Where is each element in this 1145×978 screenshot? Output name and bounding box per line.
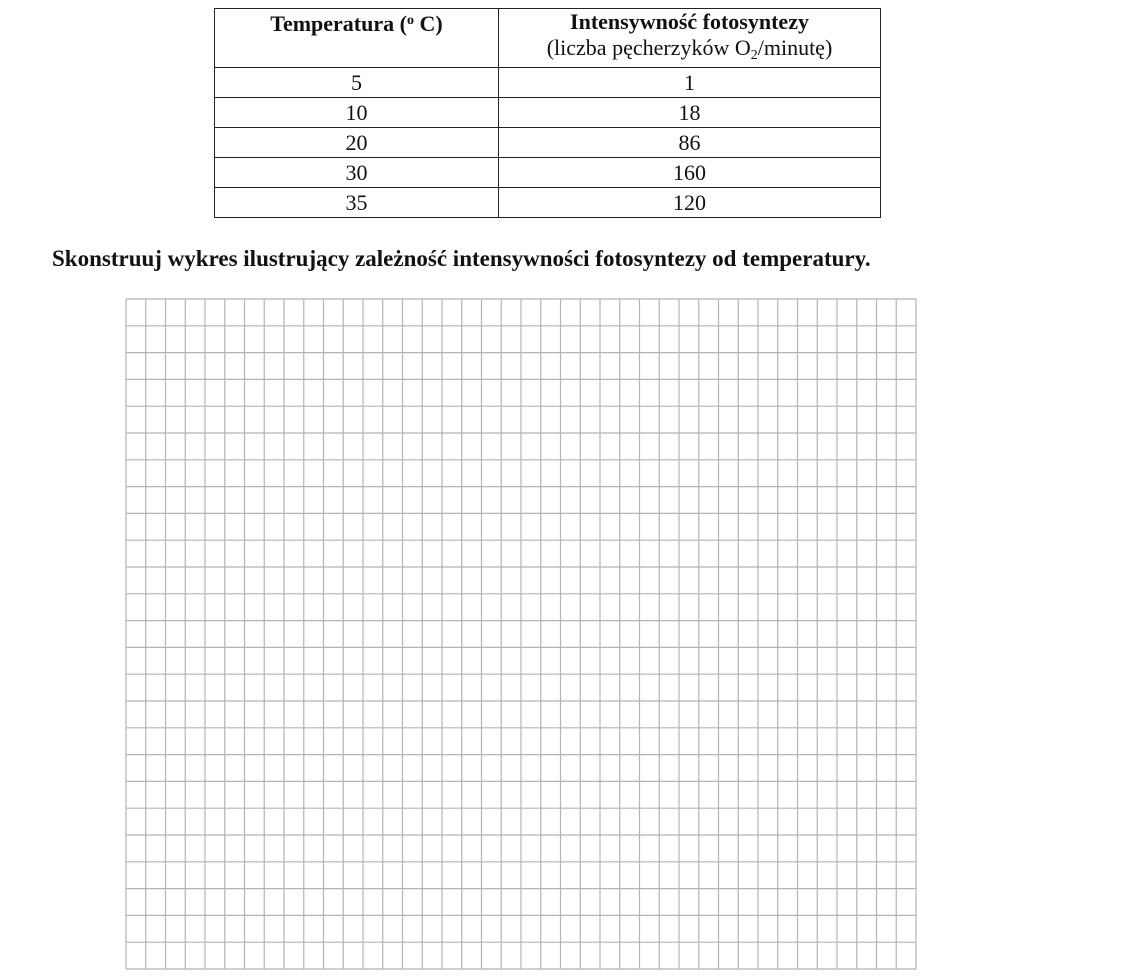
graph-paper-grid[interactable] [125, 298, 917, 970]
cell-intensity: 86 [499, 128, 881, 158]
cell-intensity: 120 [499, 188, 881, 218]
cell-temperature: 5 [215, 68, 499, 98]
instruction-text: Skonstruuj wykres ilustrujący zależność intensywności fotosyntezy od temperatury. [52, 246, 871, 271]
header-intensity-sub-unit: /minutę) [757, 35, 833, 60]
header-temperature [215, 9, 499, 68]
table-row [215, 98, 881, 128]
cell-intensity: 18 [499, 98, 881, 128]
table-row [215, 68, 881, 98]
header-intensity [499, 9, 881, 68]
header-temperature-text: Temperatura ( [270, 11, 407, 36]
cell-temperature: 30 [215, 158, 499, 188]
oxygen-subscript: 2 [750, 48, 758, 63]
header-intensity-title: Intensywność fotosyntezy [570, 9, 809, 34]
cell-temperature: 10 [215, 98, 499, 128]
header-intensity-sub-text: (liczba pęcherzyków O [546, 35, 751, 60]
cell-intensity: 1 [499, 68, 881, 98]
cell-temperature: 20 [215, 128, 499, 158]
cell-temperature: 35 [215, 188, 499, 218]
table-row [215, 128, 881, 158]
cell-intensity: 160 [499, 158, 881, 188]
header-intensity-subtitle [499, 35, 880, 61]
table-row [215, 158, 881, 188]
degree-superscript: o [406, 13, 414, 28]
table-header-row [215, 9, 881, 68]
header-temperature-unit: C) [413, 11, 443, 36]
table-row [215, 188, 881, 218]
data-table [214, 8, 881, 218]
